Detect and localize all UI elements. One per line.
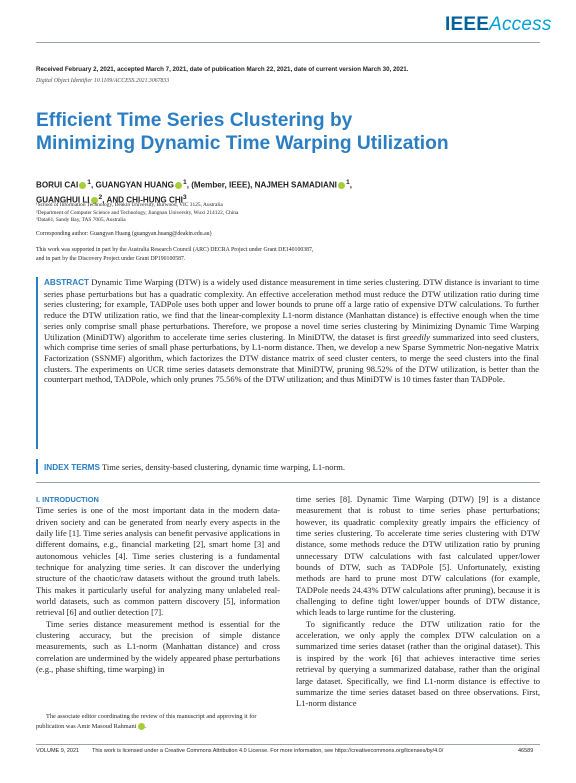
affiliation-mark: 1 — [182, 179, 187, 186]
abstract-bottom-rule — [36, 482, 540, 483]
index-terms-bar — [36, 459, 38, 474]
abstract-label: ABSTRACT — [44, 278, 90, 287]
footer-rule — [36, 744, 540, 745]
orcid-icon[interactable] — [175, 182, 182, 189]
affiliation-line: ¹School of Information Technology, Deakin University, Burwood, VIC 3125, Australia — [36, 202, 223, 208]
author-name: , GUANGYAN HUANG — [91, 180, 174, 190]
license-text: This work is licensed under a Creative Commons Attribution 4.0 License. For more information, see https://creativecommons.org/licenses/by/4.0/ — [92, 748, 444, 754]
logo-access: Access — [489, 14, 552, 35]
funding-line: and in part by the Discovery Project under Grant DP190100587. — [36, 255, 186, 262]
author-name: GUANGHUI LI — [36, 195, 90, 205]
index-terms — [44, 462, 345, 472]
header-rule — [36, 42, 540, 43]
paragraph: Time series distance measurement method is essential for the clustering accuracy, but the precision of simple distance measurements, such as L1-norm (Manhattan distance) and cross correlation are undermined by the widely appeared phase perturbations (e.g., phase shifting, time warping) in — [36, 618, 280, 675]
affiliation-mark: 1 — [87, 179, 92, 186]
orcid-icon[interactable] — [338, 182, 345, 189]
footnote-text: The associate editor coordinating the review of this manuscript and approving it for publication was Amir Masoud Rahmani — [36, 713, 257, 730]
funding-statement — [36, 246, 506, 263]
abstract-emphasis: greedily — [402, 331, 430, 342]
section-heading: I. INTRODUCTION — [36, 495, 99, 504]
abstract-bar — [36, 277, 38, 449]
author-name: BORUI CAI — [36, 180, 79, 190]
author-list: BORUI CAI $^1$, GUANGYAN HUANG $^1$, (Member, IEEE), NAJMEH SAMADIANI $^1$, GUANGHUI LI $^2$, AND CHI-HUNG CHI$^3$ — [36, 179, 352, 205]
paragraph: Time series is one of the most important data in the modern data-driven society and can be generated from nearly every aspects in the daily life [1]. Time series analysis can benefit pervasive applications in different domains, e.g., financial marketing [2], smart home [3] and autonomous vehicles [4]. Time series clustering is a fundamental technique for analyzing time series. It can discover the underlying structure of the chaotic/raw datasets without the ground truth labels. This makes it particularly useful for analyzing many unlabeled real-world datasets, such as common pattern discovery [5], information retrieval [6] and outlier detection [7]. — [36, 505, 280, 618]
footnote: The associate editor coordinating the review of this manuscript and approving it for publication was Amir Masoud Rahmani . — [36, 713, 257, 730]
volume: VOLUME 9, 2021 — [36, 748, 80, 754]
affiliation-mark: 2 — [98, 193, 103, 201]
paragraph: To significantly reduce the DTW utilization ratio for the acceleration, we only apply the complex DTW calculation on a summarized time series dataset (rather than the original dataset). This is inspired by the work [6] that achieves interactive time series retrieval by querying a summarized database, rather than the original large dataset. Specifically, we find L1-norm distance is effective to summarize the time series dataset based on three observations. First, L1-norm distance — [296, 618, 540, 709]
affiliation-line: ³Data61, Sandy Bay, TAS 7005, Australia — [36, 217, 126, 223]
paper-title: Efficient Time Series Clustering by Minimizing Dynamic Time Warping Utilization — [36, 110, 449, 154]
orcid-icon[interactable] — [138, 723, 145, 730]
funding-line: This work was supported in part by the Australia Research Council (ARC) DECRA Project under Grant DE140100387, — [36, 247, 314, 253]
index-terms-text: Time series, density-based clustering, dynamic time warping, L1-norm. — [101, 462, 346, 472]
ieee-access-logo — [445, 14, 552, 36]
orcid-icon[interactable] — [79, 182, 86, 189]
logo-ieee: IEEE — [445, 14, 490, 35]
affiliation-mark: 3 — [182, 193, 187, 201]
publication-dates: Received February 2, 2021, accepted March 7, 2021, date of publication March 22, 2021, date of current version March 30, 2021. — [36, 66, 409, 73]
left-column — [36, 494, 280, 676]
abstract-text: summarized into seed clusters, which comprise time series of small phase perturbations, by L1-norm distance. Then, we develop a new Sparse Symmetric Non-negative Matrix Factorization (SSNMF) algorithm, which factorizes the DTW distance matrix of seed cluster centers, to merge the seed clusters into the final clusters. The experiments on UCR time series datasets demonstrate that MiniDTW, pruning 98.52% of the DTW utilization, is better than the counterpart method, TADPole, which only prunes 75.56% of the DTW utilization; and thus MiniDTW is 10 times faster than TADPole. — [44, 331, 539, 385]
author-name: , (Member, IEEE), NAJMEH SAMADIANI — [186, 180, 337, 190]
page-number: 46589 — [518, 748, 534, 754]
abstract — [44, 277, 539, 385]
corresponding-author: Corresponding author: Guangyan Huang (guangyan.huang@deakin.edu.au) — [36, 231, 212, 237]
affiliation-mark: 1 — [345, 179, 350, 186]
abstract-text: Dynamic Time Warping (DTW) is a widely used distance measurement in time series clustering. DTW distance is invariant to time series phase perturbations but has a quadratic complexity. An effective acceleration method must reduce the DTW utilization ratio during time series clustering; for example, TADPole uses both upper and lower bounds to prune off a large ratio of expensive DTW calculations. To further reduce the DTW utilization ratio, we find that the linear-complexity L1-norm distance (Manhattan distance) is effective enough when the time series only comprise small phase perturbations. Therefore, we propose a novel time series clustering by Minimizing Dynamic Time Warping Utilization (MiniDTW) algorithm to accelerate time series clustering. In MiniDTW, the dataset is first — [44, 277, 540, 342]
doi: Digital Object Identifier 10.1109/ACCESS.2021.3067833 — [36, 78, 170, 84]
index-terms-label: INDEX TERMS — [44, 463, 100, 472]
right-column — [296, 494, 540, 710]
affiliations — [36, 202, 238, 225]
affiliation-line: ²Department of Computer Science and Technology, Jiangnan University, Wuxi 214122, China — [36, 209, 239, 216]
paragraph: time series [8]. Dynamic Time Warping (DTW) [9] is a distance measurement that is robust to time series phase perturbations; however, its quadratic complexity greatly impairs the efficiency of time series clustering. To accelerate time series clustering with DTW distance, some methods reduce the DTW utilization ratio by pruning unnecessary DTW calculations with fast calculated upper/lower bounds of DTW, such as TADPole [5]. Unfortunately, existing methods are hard to prune most DTW calculations (for example, TADPole needs 24.43% DTW calculations after pruning), because it is challenging to define tight lower/upper bounds of DTW distance, which leads to large runtime for the clustering. — [296, 494, 540, 618]
author-name: , AND CHI-HUNG CHI — [102, 195, 183, 205]
